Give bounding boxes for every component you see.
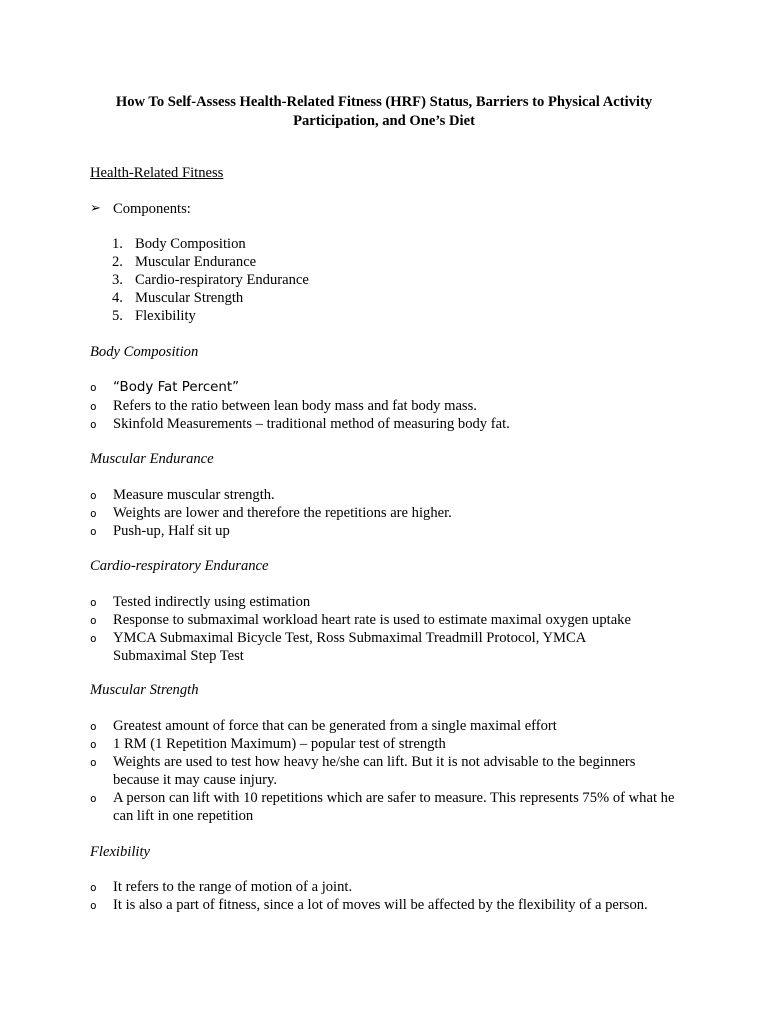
list-item: 4. Muscular Strength xyxy=(112,290,244,306)
section-heading-body-composition: Body Composition xyxy=(90,344,199,360)
list-item: o Push-up, Half sit up xyxy=(90,522,690,540)
list-item: 1. Body Composition xyxy=(112,236,246,252)
document-title xyxy=(60,93,708,131)
list-item: o Skinfold Measurements – traditional method of measuring body fat. xyxy=(90,415,690,433)
list-item: o Weights are lower and therefore the repetitions are higher. xyxy=(90,504,690,522)
components-label: Components: xyxy=(113,201,191,217)
list-item: o “Body Fat Percent” xyxy=(90,378,690,397)
list-item: 3. Cardio-respiratory Endurance xyxy=(112,272,309,288)
muscular-strength-list xyxy=(90,717,685,825)
cardio-endurance-list xyxy=(90,593,631,665)
list-item: o It refers to the range of motion of a joint. xyxy=(90,878,710,896)
section-heading-cardio-respiratory-endurance: Cardio-respiratory Endurance xyxy=(90,558,269,574)
list-item: o Response to submaximal workload heart rate is used to estimate maximal oxygen uptake xyxy=(90,611,620,629)
list-item: o It is also a part of fitness, since a lot of moves will be affected by the flexibility of a person. xyxy=(90,896,710,914)
list-item: o YMCA Submaximal Bicycle Test, Ross Submaximal Treadmill Protocol, YMCA Submaximal Step Test xyxy=(90,629,620,665)
list-item: 2. Muscular Endurance xyxy=(112,254,257,270)
flexibility-list xyxy=(90,878,710,914)
list-item: o Refers to the ratio between lean body mass and fat body mass. xyxy=(90,397,690,415)
muscular-endurance-list xyxy=(90,486,690,540)
list-item: o Tested indirectly using estimation xyxy=(90,593,620,611)
hrf-heading: Health-Related Fitness xyxy=(90,165,224,181)
list-item: o 1 RM (1 Repetition Maximum) – popular test of strength xyxy=(90,735,685,753)
list-item: o Weights are used to test how heavy he/she can lift. But it is not advisable to the beginners because it may cause injury. xyxy=(90,753,685,789)
section-heading-muscular-strength: Muscular Strength xyxy=(90,682,199,698)
arrow-bullet-icon: ➢ xyxy=(90,201,101,216)
section-heading-muscular-endurance: Muscular Endurance xyxy=(90,451,214,467)
list-item: 5. Flexibility xyxy=(112,308,196,324)
title-line-2: Participation, and One’s Diet xyxy=(293,113,475,129)
title-line-1: How To Self-Assess Health-Related Fitness (HRF) Status, Barriers to Physical Activity xyxy=(115,94,653,110)
list-item: o A person can lift with 10 repetitions which are safer to measure. This represents 75% of what he can lift in one repetition xyxy=(90,789,685,825)
list-item: o Greatest amount of force that can be generated from a single maximal effort xyxy=(90,717,685,735)
body-composition-list xyxy=(90,378,690,433)
list-item: o Measure muscular strength. xyxy=(90,486,690,504)
section-heading-flexibility: Flexibility xyxy=(90,844,150,860)
components-list xyxy=(112,235,309,325)
